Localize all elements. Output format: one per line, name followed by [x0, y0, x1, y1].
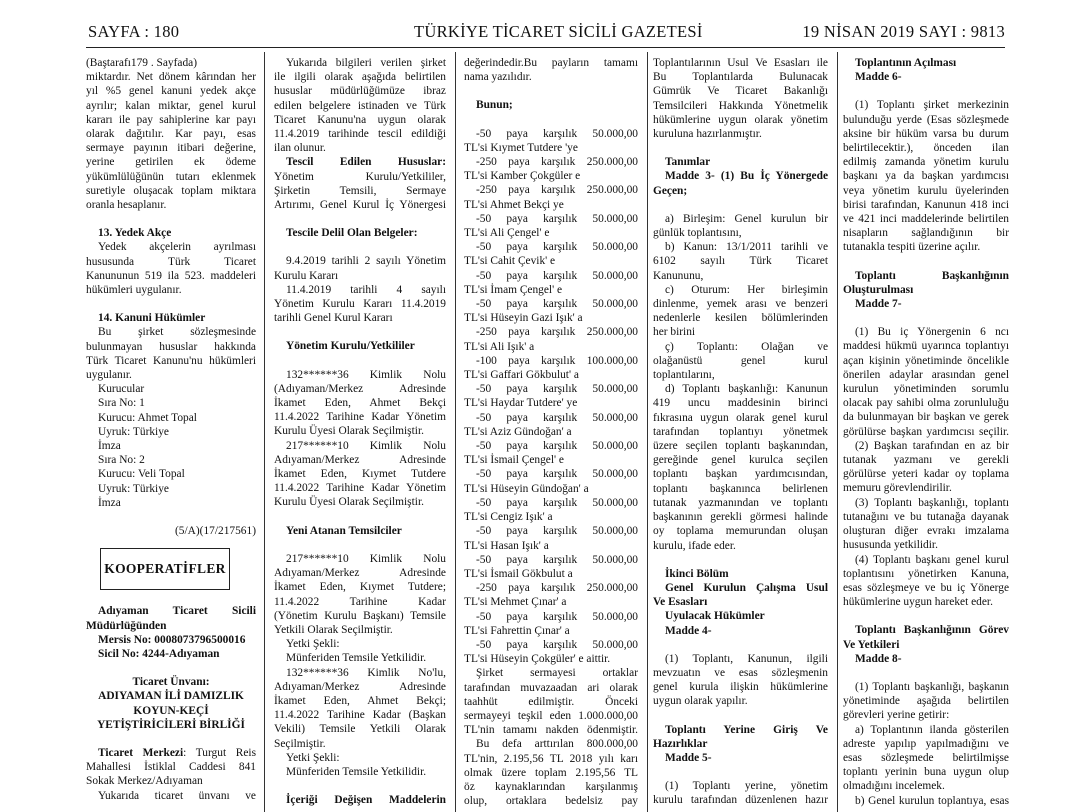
text-line: Yetki Şekli:	[286, 638, 340, 651]
text-line: -50 paya karşılık 50.000,00	[476, 496, 638, 509]
text-line: Toplantılarının Usul Ve Esasları ile	[653, 57, 828, 69]
page-number: SAYFA : 180	[88, 22, 180, 41]
text-line: -50 paya karşılık 50.000,00	[476, 610, 638, 623]
text-line: hususunda yetkilidir.	[843, 539, 938, 552]
text-line: Kurucular	[98, 383, 145, 396]
column-4	[653, 56, 828, 812]
text-line: nedenlerle kesilen bölümlerinden	[653, 312, 828, 325]
text-line: (Baştarafı179 . Sayfada)	[86, 57, 198, 69]
text-line: öz kaynaklarından karşılanmış	[464, 780, 638, 793]
text-line: Yedek akçelerin ayrılması	[98, 241, 256, 254]
text-line: c) Oturum: Her birleşimin	[665, 283, 828, 296]
text-line: uygun olarak yapılır.	[653, 695, 748, 708]
text-line: (Adıyaman/Merkez Adresinde	[274, 382, 446, 395]
text-line: belirtilecektir.), önceden ilan	[843, 142, 1009, 155]
column-divider	[264, 52, 265, 812]
paragraph-gap	[843, 666, 1009, 680]
text-line: Madde 7-	[855, 298, 902, 311]
text-line: Mahallesi İstiklal Caddesi 841	[86, 761, 256, 774]
text-line: tutanak yazmanı ve gerekli	[843, 454, 1009, 467]
text-line: suretiyle oluşacak toplam miktara	[86, 184, 256, 197]
text-line: dinlenme, yemek arası ve benzeri	[653, 298, 828, 311]
gazette-title: TÜRKİYE TİCARET SİCİLİ GAZETESİ	[414, 22, 703, 41]
text-line: TL'si Cahit Çevik' e	[464, 255, 556, 268]
paragraph-gap	[843, 84, 1009, 98]
text-line: -250 paya karşılık 250.000,00	[476, 184, 638, 197]
paragraph-gap	[843, 255, 1009, 269]
text-line: 11.4.2022 Tarihine Kadar Yönetim	[274, 482, 446, 495]
text-line: Sıra No: 2	[98, 454, 145, 467]
text-line: -50 paya karşılık 50.000,00	[476, 212, 638, 225]
text-line: İkamet Eden, Kıymet Tutdere;	[274, 581, 446, 594]
issue-date: 19 NİSAN 2019 SAYI : 9813	[802, 22, 1005, 41]
text-line: TL'si Haydar Tutdere' ye	[464, 397, 578, 410]
text-line: hususunda Türk Ticaret	[86, 255, 256, 268]
text-line: Yetki Şekli:	[286, 751, 340, 764]
text-line: (Yönetim Kurulu Başkanı) Temsile	[274, 609, 446, 622]
text-line: -250 paya karşılık 250.000,00	[476, 156, 638, 169]
text-line: Adıyaman Ticaret Sicili	[98, 605, 256, 618]
text-line: görülürse başkan yardımcısı seçilir.	[843, 425, 1009, 438]
text-line: hususlar müdürlüğümüze ibraz	[274, 85, 446, 98]
text-line: Münferiden Temsile Yetkilidir.	[286, 652, 427, 665]
text-line: tutanak yazmanından ve toplantı	[653, 496, 828, 509]
text-line: TL'si Hasan Işık' a	[464, 539, 549, 552]
text-line: İkamet Eden, Kıymet Tutdere	[274, 468, 446, 481]
text-line: -50 paya karşılık 50.000,00	[476, 383, 638, 396]
text-line: toplantı başkan yardımcısından,	[653, 468, 828, 481]
text-line: yerine getirilen ek ödeme	[86, 156, 256, 169]
text-line: 11.4.2022 Tarihine Kadar Yönetim	[274, 411, 446, 424]
text-line: Vekili) Temsile Yetkili Olarak	[274, 723, 446, 736]
text-line: İçeriği Değişen Maddelerin	[286, 794, 446, 807]
text-line: -250 paya karşılık 250.000,00	[476, 582, 638, 595]
text-line: İkamet Eden, Ahmet Bekçi;	[274, 694, 446, 707]
text-line: günlük toplantısını,	[653, 227, 742, 240]
text-line: veya yönetim kurulu üyelerinden	[843, 184, 1009, 197]
text-line: -50 paya karşılık 50.000,00	[476, 525, 638, 538]
text-line: edilmiş zamanda yönetim kurulu	[843, 156, 1009, 169]
text-line: Madde 8-	[855, 652, 902, 665]
text-line: -50 paya karşılık 50.000,00	[476, 241, 638, 254]
text-line: hükümlerine uygun hareket eder.	[843, 596, 993, 609]
column-divider	[647, 52, 648, 812]
text-line: nama yazılıdır.	[464, 71, 532, 84]
text-line: 132******36 Kimlik Nolu	[286, 368, 446, 381]
text-line: -50 paya karşılık 50.000,00	[476, 411, 638, 424]
paragraph-gap	[653, 141, 828, 155]
paragraph-gap	[843, 311, 1009, 325]
announcement-reference: (5/A)(17/217561)	[175, 525, 256, 538]
text-line: Genel Kurulun Çalışma Usul	[665, 581, 828, 594]
text-line: kurulu tarafından düzenlenen hazır	[653, 794, 828, 807]
text-line: Sıra No: 1	[98, 397, 145, 410]
text-line: TL'si Mehmet Çınar' a	[464, 596, 567, 609]
text-line: Münferiden Temsile Yetkilidir.	[286, 765, 427, 778]
text-line: toplantı başkanınca belirlenen	[653, 482, 828, 495]
text-line: (1) Bu iç Yönergenin 6 ncı	[855, 326, 1009, 339]
text-line: bulunduğu yerde (Esas sözleşmede	[843, 113, 1009, 126]
text-line: Adıyaman/Merkez Adresinde	[274, 567, 446, 580]
text-line: Uyruk: Türkiye	[98, 482, 169, 495]
text-line: önerilen adaylar arasından genel	[843, 368, 1009, 381]
column-divider	[455, 52, 456, 812]
text-line: TL'si Kıymet Tutdere 'ye	[464, 141, 578, 154]
text-line: (3) Toplantı başkanlığı, toplantı	[855, 496, 1009, 509]
text-line: Seçilmiştir.	[274, 737, 326, 750]
text-line: esas sözleşmede belirtilmişse	[843, 751, 1009, 764]
paragraph-gap	[464, 113, 638, 127]
column-3-text	[464, 56, 638, 808]
text-line: TL'si Ahmet Bekçi ye	[464, 198, 564, 211]
text-line: kurulu, ifade eder.	[653, 539, 736, 552]
paragraph-gap	[274, 510, 446, 524]
text-line: Oluşturulması	[843, 283, 914, 296]
text-line: görevleri yerine getirir:	[843, 709, 950, 722]
text-line: kurulun yönetiminden sorumlu	[843, 383, 1009, 396]
column-divider	[837, 52, 838, 812]
text-line: mevzuatın ve esas sözleşmenin	[653, 666, 828, 679]
text-line: Ve Esasları	[653, 596, 708, 609]
text-line: İmza	[98, 496, 121, 509]
text-line: Bunun;	[476, 99, 513, 112]
trade-name-line: ADIYAMAN İLİ DAMIZLIK	[98, 690, 244, 703]
text-line: TL'si Gaffari Gökbulut' a	[464, 369, 579, 382]
column-2-text	[274, 56, 446, 807]
text-line: TL'si İsmail Çengel' e	[464, 454, 564, 467]
section-box-kooperatifler	[100, 548, 230, 590]
paragraph-gap	[274, 240, 446, 254]
text-line: Yetkili Olarak Seçilmiştir.	[274, 623, 393, 636]
text-line: Ticaret Merkezi: Turgut Reis	[98, 746, 256, 759]
text-line: Yukarıda bilgileri verilen şirket	[286, 57, 446, 69]
paragraph-gap	[274, 212, 446, 226]
text-line: Madde 5-	[665, 751, 712, 764]
trade-name-line: KOYUN-KEÇİ	[133, 704, 209, 717]
text-line: görülürse yeteri kadar oy toplama	[843, 468, 1009, 481]
text-line: sermaye payının itibari değerine,	[86, 142, 256, 155]
text-line: TL'si İsmail Gökbulut a	[464, 567, 573, 580]
trade-name-label: Ticaret Ünvanı:	[132, 676, 210, 689]
text-line: sermayeyi teşkil eden 1.000.000,00	[464, 709, 638, 722]
text-line: Müdürlüğünden	[86, 619, 167, 632]
text-line: Yukarıda ticaret ünvanı ve	[98, 789, 256, 802]
text-line: Mersis No: 0008073796500016	[98, 633, 246, 646]
text-line: (4) Toplantı başkanı genel kurul	[855, 553, 1009, 566]
text-line: tarafından muvazaadan ari olarak	[464, 681, 638, 694]
text-line: maddesi hükmü uyarınca toplantıyı	[843, 340, 1009, 353]
text-line: hükümleri uygulanır.	[86, 284, 182, 297]
text-line: Ticaret Kanunu'na uygun olarak	[274, 113, 446, 126]
text-line: Yönetim Kurulu/Yetkililer,	[274, 170, 446, 183]
paragraph-gap	[843, 609, 1009, 623]
text-line: -50 paya karşılık 50.000,00	[476, 468, 638, 481]
text-line: açan kişinin yönetiminde öncelikle	[843, 354, 1009, 367]
text-line: miktardır. Net dönem kârından her	[86, 71, 256, 84]
text-line: Şirketin Temsili, Sermaye	[274, 184, 446, 197]
text-line: toplantı yerinin buna uygun olup	[843, 766, 1009, 779]
text-line: yönetiminde aşağıda belirtilen	[843, 695, 1009, 708]
text-line: olup, ortaklara bedelsiz pay	[464, 795, 638, 808]
text-line: ve 421 inci maddelerinde belirtilen	[843, 213, 1009, 226]
text-line: Yönetim Kurulu/Yetkililer	[286, 340, 415, 353]
text-line: Geçen;	[653, 184, 688, 197]
text-line: kuruluna hazırlanmıştır.	[653, 128, 762, 141]
text-line: 217******10 Kimlik Nolu	[286, 552, 446, 565]
text-line: Sicil No: 4244-Adıyaman	[98, 647, 220, 660]
text-line: olmak üzere toplam 2.195,56 TL	[464, 766, 638, 779]
text-line: d) Toplantı başkanlığı: Kanunun	[665, 383, 828, 396]
text-line: Yönetim Kurulu Kararı 11.4.2019	[274, 298, 446, 311]
text-line: Tanımlar	[665, 156, 711, 169]
text-line: Toplantı Başkanlığının Görev	[855, 624, 1009, 637]
text-line: (1) Toplantı yerine, yönetim	[665, 780, 828, 793]
text-line: adreste yapılıp yapılmadığını ve	[843, 737, 1009, 750]
text-line: TL'si Ali Çengel' e	[464, 227, 550, 240]
text-line: 11.4.2022 Tarihine Kadar (Başkan	[274, 709, 446, 722]
paragraph-gap	[653, 638, 828, 652]
text-line: Tescile Delil Olan Belgeler:	[286, 227, 418, 240]
text-line: Toplantının Açılması	[855, 57, 957, 69]
text-line: olağanüstü genel kurul	[653, 354, 828, 367]
section-box-title: KOOPERATİFLER	[104, 561, 226, 577]
text-line: yıl %5 genel kanuni yedek akçe	[86, 85, 256, 98]
text-line: uygulanır.	[86, 369, 132, 382]
text-line: TL'si Aziz Gündoğan' a	[464, 425, 572, 438]
text-line: TL'si Hüseyin Gündoğan' a	[464, 482, 589, 495]
text-line: yükümlülüğünün tutarı eklenmek	[86, 170, 256, 183]
text-line: tutanağını ve bu tutanağa dayanak	[843, 510, 1009, 523]
text-line: olmadığını incelemek.	[843, 780, 945, 793]
paragraph-gap	[274, 538, 446, 552]
text-line: Ve Yetkileri	[843, 638, 900, 651]
text-line: Türk Ticaret Kanunu'nu hükümleri	[86, 354, 256, 367]
text-line: b) Kanun: 13/1/2011 tarihli ve	[665, 241, 828, 254]
text-line: Toplantı Başkanlığının	[855, 269, 1009, 282]
text-line: Kurucu: Veli Topal	[98, 468, 185, 481]
text-line: -50 paya karşılık 50.000,00	[476, 553, 638, 566]
text-line: a) Birleşim: Genel kurulun bir	[665, 212, 828, 225]
trade-name	[86, 689, 256, 732]
text-line: TL'nin, 2.195,56 TL 2018 yılı karı	[464, 752, 638, 765]
text-line: gereğinde genel kurulca seçilen	[653, 454, 828, 467]
paragraph-gap	[653, 709, 828, 723]
text-line: memuru görevlendirilir.	[843, 482, 952, 495]
text-line: Kurulu Üyesi Olarak Seçilmiştir.	[274, 496, 424, 509]
text-line: toplantılarını,	[653, 369, 715, 382]
column-5-text	[843, 56, 1009, 808]
text-line: değerindedir.Bu payların tamamı	[464, 57, 638, 69]
paragraph-gap	[653, 553, 828, 567]
text-line: (1) Toplantı şirket merkezinin	[855, 99, 1009, 112]
text-line: ç) Toplantı: Olağan ve	[665, 340, 828, 353]
registry-info	[86, 604, 256, 661]
text-line: esas sözleşmeye ve bu iç Yönerge	[843, 581, 1009, 594]
text-line: Artırımı, Genel Kurul İç Yönergesi	[274, 199, 446, 212]
paragraph-gap	[86, 297, 256, 311]
text-line: tarafından toplantıyı yönetmek	[653, 425, 828, 438]
text-line: Temsilcileri Hakkında Yönetmelik	[653, 99, 828, 112]
text-line: olacak pay sahibi olma zorunluluğu	[843, 397, 1009, 410]
text-line: Bu Toplantılarda Bulunacak	[653, 71, 828, 84]
text-line: Kurucu: Ahmet Topal	[98, 411, 197, 424]
column-4-text	[653, 56, 828, 808]
text-line: her birini	[653, 326, 696, 339]
text-line: oranla hesaplanır.	[86, 199, 167, 212]
column-5	[843, 56, 1009, 812]
text-line: bulunmayan hususlar hakkında	[86, 340, 256, 353]
text-line: fıkrasına uygun olarak genel kurul	[653, 411, 828, 424]
text-line: Adıyaman/Merkez Adresinde	[274, 453, 446, 466]
text-line: başkanı ya da başkan yardımcısı	[843, 170, 1009, 183]
text-line: Hazırlıklar	[653, 737, 708, 750]
text-line: Adıyaman/Merkez Adresinde	[274, 680, 446, 693]
text-line: olarak dağıtılır. Kar payı, esas	[86, 128, 256, 141]
text-line: hükümlerine uygun olarak yönetim	[653, 113, 828, 126]
text-line: edilen belgelere istinaden ve Türk	[274, 99, 446, 112]
text-line: -50 paya karşılık 50.000,00	[476, 638, 638, 651]
header-rule	[86, 47, 1005, 48]
text-line: Kanununun 519 ila 523. maddeleri	[86, 269, 256, 282]
text-line: 14. Kanuni Hükümler	[98, 312, 206, 325]
text-line: 9.4.2019 tarihli 2 sayılı Yönetim	[286, 255, 446, 268]
text-line: -100 paya karşılık 100.000,00	[476, 354, 638, 367]
text-line: tutanakla tespiti üzerine açılır.	[843, 241, 981, 254]
text-line: başkanının gerekli görmesi halinde	[653, 511, 828, 524]
paragraph-gap	[86, 212, 256, 226]
text-line: kararı ile pay sahiplerine kar payı	[86, 113, 256, 126]
text-line: (1) Toplantı başkanlığı, başkanın	[855, 680, 1009, 693]
text-line: 11.4.2019 tarihli 4 sayılı	[286, 283, 446, 296]
text-line: Bu defa arttırılan 800.000,00	[476, 738, 638, 751]
text-line: 11.4.2019 tarihinde tescil edildiği	[274, 128, 446, 141]
text-line: Uyruk: Türkiye	[98, 425, 169, 438]
text-line: Kurulu Üyesi Olarak Seçilmiştir.	[274, 425, 424, 438]
text-line: TL'si Hüseyin Gazi Işık' a	[464, 312, 583, 325]
text-line: -50 paya karşılık 50.000,00	[476, 298, 638, 311]
text-line: ilan olunur.	[274, 142, 326, 155]
text-line: İmza	[98, 440, 121, 453]
paragraph-gap	[274, 779, 446, 793]
text-line: -50 paya karşılık 50.000,00	[476, 269, 638, 282]
text-line: Bu şirket sözleşmesinde	[98, 326, 256, 339]
text-line: Sokak Merkez/Adıyaman	[86, 775, 203, 788]
text-line: a) Toplantının ilanda gösterilen	[855, 723, 1009, 736]
text-line: Yeni Atanan Temsilciler	[286, 524, 402, 537]
bold-prefix: Ticaret Merkezi	[98, 746, 184, 759]
text-line: TL'nin tamamı nakden ödenmiştir.	[464, 724, 638, 737]
text-line: Madde 3- (1) Bu İç Yönergede	[665, 170, 828, 183]
text-line: -250 paya karşılık 250.000,00	[476, 326, 638, 339]
text-line: 217******10 Kimlik Nolu	[286, 439, 446, 452]
text-line: genel kurula ilişkin hükümlerine	[653, 681, 828, 694]
text-line: (2) Başkan tarafından en az bir	[855, 439, 1009, 452]
column-3	[464, 56, 638, 812]
column-2	[274, 56, 446, 812]
paragraph-gap	[653, 765, 828, 779]
text-line: TL'si Fahrettin Çınar' a	[464, 624, 570, 637]
text-line: Kanununu,	[653, 269, 704, 282]
text-line: -50 paya karşılık 50.000,00	[476, 127, 638, 140]
text-line: toplantısını yönetirken Kanuna,	[843, 567, 1009, 580]
text-line: oy toplama memurundan oluşan	[653, 525, 828, 538]
text-line: Uyulacak Hükümler	[665, 610, 765, 623]
text-line: taahhüt edilmiştir. Önceki	[464, 695, 638, 708]
text-line: İkamet Eden, Ahmet Bekçi	[274, 397, 446, 410]
gazette-header	[0, 0, 1091, 48]
text-line: -50 paya karşılık 50.000,00	[476, 440, 638, 453]
text-line: Gümrük Ve Ticaret Bakanlığı	[653, 85, 828, 98]
column-1-text	[86, 56, 256, 510]
text-line: ile ilgili olarak aşağıda belirtilen	[274, 71, 446, 84]
text-line: TL'si İmam Çengel' e	[464, 283, 563, 296]
text-line: Madde 6-	[855, 71, 902, 84]
text-line: birisi tarafından, Kanunun 418 inci	[843, 198, 1009, 211]
column-1-tail	[86, 746, 256, 803]
trade-name-line: YETİŞTİRİCİLERİ BİRLİĞİ	[97, 718, 245, 731]
text-line: da bulunmayan bir başkan ve gerek	[843, 411, 1009, 424]
text-line: 13. Yedek Akçe	[98, 227, 172, 240]
text-line: TL'si Kamber Çokgüler e	[464, 170, 581, 183]
text-line: Tescil Edilen Hususlar:	[286, 156, 446, 169]
paragraph-gap	[653, 198, 828, 212]
text-line: oluşturan diğer evrakı imzalama	[843, 525, 1009, 538]
text-line: TL'si Ali Işık' a	[464, 340, 535, 353]
text-line: Toplantı Yerine Giriş Ve	[665, 723, 828, 736]
text-line: Madde 4-	[665, 624, 712, 637]
text-line: aksine bir hüküm varsa bu durum	[843, 127, 1009, 140]
text-line: (1) Toplantı, Kanunun, ilgili	[665, 652, 828, 665]
paragraph-gap	[274, 354, 446, 368]
text-line: TL'si Hüseyin Çokgüler' e aittir.	[464, 653, 611, 666]
column-1	[86, 56, 256, 812]
text-line: 132******36 Kimlik No'lu,	[286, 666, 446, 679]
text-line: b) Genel kurulun toplantıya, esas	[855, 794, 1009, 807]
text-line: Şirket sermayesi ortaklar	[476, 667, 638, 680]
text-line: üzere seçilen toplantı başkanından,	[653, 440, 828, 453]
text-line: tarihli Genel Kurul Kararı	[274, 312, 393, 325]
text-line: nisapların sağlandığının bir	[843, 227, 1009, 240]
text-line: 11.4.2022 Tarihine Kadar	[274, 595, 446, 608]
paragraph-gap	[274, 325, 446, 339]
text-line: Kurulu Kararı	[274, 269, 339, 282]
text-line: 6102 sayılı Türk Ticaret	[653, 255, 828, 268]
text-line: İkinci Bölüm	[665, 567, 729, 580]
text-line: TL'si Cengiz Işık' a	[464, 511, 553, 524]
text-line: 419 uncu maddesinin birinci	[653, 397, 828, 410]
paragraph-gap	[464, 84, 638, 98]
text-line: ayrılır; kalan miktar, genel kurul	[86, 99, 256, 112]
